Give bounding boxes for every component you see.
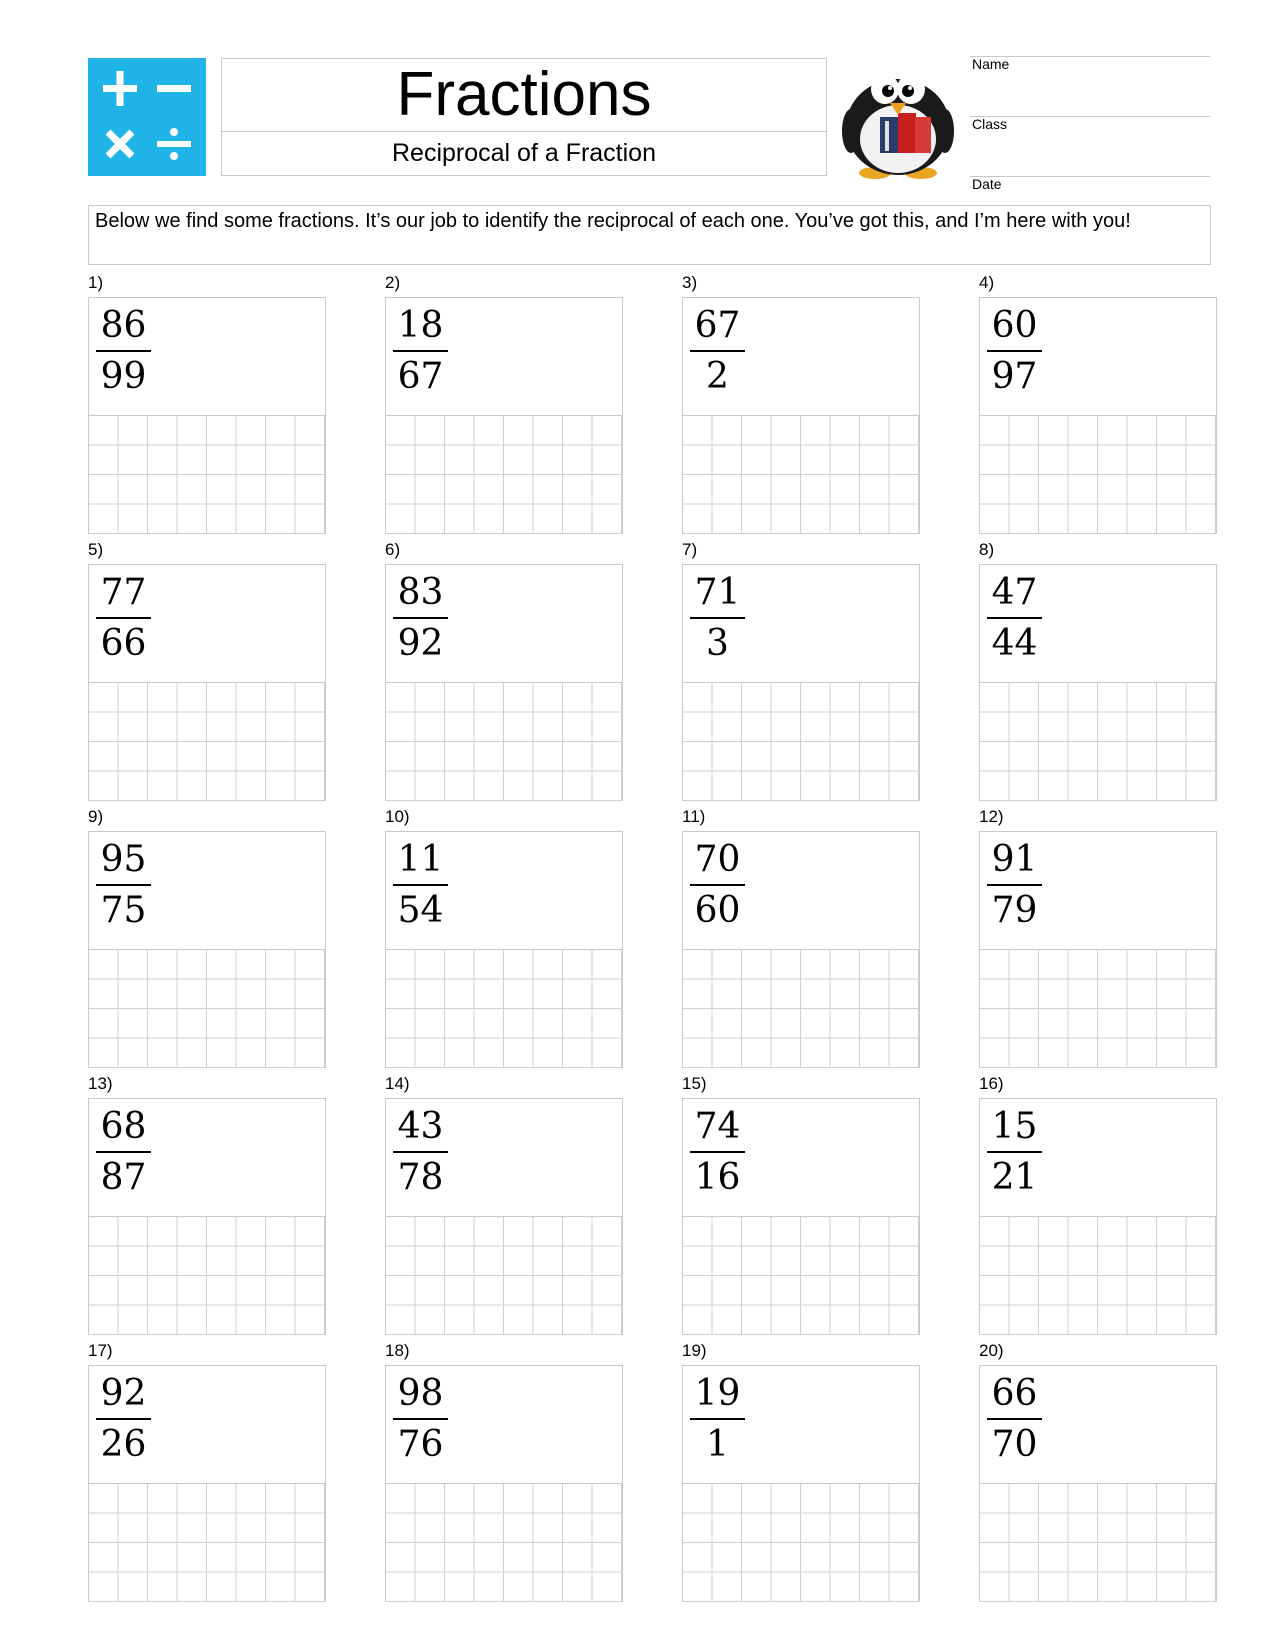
problem-box [385,297,623,534]
problem-number: 10) [385,807,410,826]
fraction-bar [393,1151,448,1153]
denominator: 78 [397,1157,444,1198]
answer-grid[interactable] [386,1216,622,1335]
denominator: 2 [706,356,729,397]
fraction-bar [96,617,151,619]
fraction [987,571,1042,667]
numerator: 66 [991,1373,1038,1414]
penguin-mascot [838,55,960,181]
fraction-bar [690,1418,745,1420]
problem-number: 8) [979,540,995,559]
problem-box [682,831,920,1068]
problem-box [682,564,920,801]
problem-18 [385,1341,623,1602]
fraction [690,304,745,400]
answer-grid[interactable] [683,1483,919,1602]
answer-grid[interactable] [386,682,622,801]
fraction [987,304,1042,400]
denominator: 70 [991,1424,1038,1465]
problem-19 [682,1341,920,1602]
problem-14 [385,1074,623,1335]
instructions-text: Below we find some fractions. It’s our job to identify the reciprocal of each one. You’ve got this, and I’m here with you! [88,205,1211,265]
problem-15 [682,1074,920,1335]
numerator: 18 [397,305,444,346]
fraction-bar [393,617,448,619]
problem-9 [88,807,326,1068]
denominator: 54 [397,890,444,931]
fraction-bar [690,350,745,352]
math-symbols-icon [88,58,206,176]
fraction [96,1372,151,1468]
problem-number: 18) [385,1341,410,1360]
answer-grid[interactable] [980,415,1216,534]
numerator: 83 [397,572,444,613]
numerator: 15 [991,1106,1038,1147]
fraction [96,571,151,667]
numerator: 67 [694,305,741,346]
denominator: 87 [100,1157,147,1198]
problem-box [979,831,1217,1068]
fraction-bar [987,1418,1042,1420]
numerator: 60 [991,305,1038,346]
denominator: 67 [397,356,444,397]
fraction [393,571,448,667]
numerator: 77 [100,572,147,613]
answer-grid[interactable] [89,1216,325,1335]
problem-number: 16) [979,1074,1004,1093]
problem-2 [385,273,623,534]
numerator: 95 [100,839,147,880]
problem-5 [88,540,326,801]
numerator: 91 [991,839,1038,880]
problem-4 [979,273,1217,534]
answer-grid[interactable] [683,682,919,801]
answer-grid[interactable] [89,1483,325,1602]
numerator: 86 [100,305,147,346]
title-box [221,58,827,176]
problem-box [88,1098,326,1335]
fraction-bar [96,884,151,886]
problem-box [385,1365,623,1602]
answer-grid[interactable] [89,949,325,1068]
problem-number: 20) [979,1341,1004,1360]
answer-grid[interactable] [89,415,325,534]
problem-box [88,297,326,534]
problem-number: 5) [88,540,104,559]
problem-number: 2) [385,273,401,292]
answer-grid[interactable] [386,415,622,534]
fraction [96,1105,151,1201]
problem-number: 15) [682,1074,707,1093]
problem-box [88,1365,326,1602]
problem-box [979,297,1217,534]
problem-box [682,297,920,534]
problem-number: 9) [88,807,104,826]
problem-number: 17) [88,1341,113,1360]
fraction-bar [987,617,1042,619]
problem-7 [682,540,920,801]
numerator: 98 [397,1373,444,1414]
fraction-bar [987,1151,1042,1153]
class-label: Class [972,116,1008,132]
fraction-bar [690,1151,745,1153]
denominator: 99 [100,356,147,397]
problem-13 [88,1074,326,1335]
answer-grid[interactable] [980,1483,1216,1602]
numerator: 74 [694,1106,741,1147]
problem-20 [979,1341,1217,1602]
problem-number: 1) [88,273,104,292]
denominator: 1 [706,1424,729,1465]
problem-box [385,564,623,801]
problem-number: 14) [385,1074,410,1093]
fraction [690,838,745,934]
answer-grid[interactable] [980,949,1216,1068]
denominator: 60 [694,890,741,931]
fraction [987,1372,1042,1468]
problem-6 [385,540,623,801]
problem-box [88,564,326,801]
fraction-bar [987,350,1042,352]
problem-box [979,1365,1217,1602]
denominator: 76 [397,1424,444,1465]
penguin-icon [838,55,960,181]
fraction-bar [96,350,151,352]
problem-8 [979,540,1217,801]
problem-box [88,831,326,1068]
problem-number: 11) [682,807,706,826]
answer-grid[interactable] [386,1483,622,1602]
problem-number: 19) [682,1341,707,1360]
problem-box [682,1365,920,1602]
problem-1 [88,273,326,534]
denominator: 75 [100,890,147,931]
problem-number: 12) [979,807,1004,826]
answer-grid[interactable] [683,949,919,1068]
fraction [393,838,448,934]
fraction-bar [393,1418,448,1420]
fraction-bar [690,884,745,886]
numerator: 47 [991,572,1038,613]
problem-box [682,1098,920,1335]
problem-box [979,1098,1217,1335]
fraction-bar [96,1418,151,1420]
denominator: 79 [991,890,1038,931]
fraction [690,571,745,667]
numerator: 71 [694,572,741,613]
fraction [393,1372,448,1468]
answer-grid[interactable] [683,1216,919,1335]
date-label: Date [972,176,1002,192]
numerator: 19 [694,1373,741,1414]
problem-17 [88,1341,326,1602]
answer-grid[interactable] [980,1216,1216,1335]
numerator: 92 [100,1373,147,1414]
fraction [96,304,151,400]
numerator: 11 [397,839,444,880]
fraction [987,838,1042,934]
denominator: 16 [694,1157,741,1198]
fraction-bar [393,350,448,352]
denominator: 26 [100,1424,147,1465]
fraction-bar [987,884,1042,886]
numerator: 70 [694,839,741,880]
problem-11 [682,807,920,1068]
problem-box [385,831,623,1068]
class-field[interactable] [970,116,1210,176]
fraction-bar [393,884,448,886]
fraction [96,838,151,934]
problem-number: 7) [682,540,698,559]
math-operations-logo [88,58,206,176]
answer-grid[interactable] [386,949,622,1068]
denominator: 21 [991,1157,1038,1198]
problem-3 [682,273,920,534]
problem-number: 3) [682,273,698,292]
denominator: 66 [100,623,147,664]
fraction [690,1105,745,1201]
page-title: Fractions [222,59,826,132]
numerator: 68 [100,1106,147,1147]
fraction-bar [96,1151,151,1153]
answer-grid[interactable] [683,415,919,534]
problem-box [385,1098,623,1335]
fraction [393,1105,448,1201]
answer-grid[interactable] [89,682,325,801]
problem-12 [979,807,1217,1068]
problem-number: 13) [88,1074,113,1093]
page-subtitle: Reciprocal of a Fraction [391,139,656,167]
problem-16 [979,1074,1217,1335]
numerator: 43 [397,1106,444,1147]
answer-grid[interactable] [980,682,1216,801]
fraction [393,304,448,400]
problem-box [979,564,1217,801]
fraction-bar [690,617,745,619]
denominator: 3 [706,623,729,664]
name-field[interactable] [970,56,1210,116]
denominator: 44 [991,623,1038,664]
fraction [987,1105,1042,1201]
problem-number: 6) [385,540,401,559]
student-info-fields [970,56,1210,192]
denominator: 97 [991,356,1038,397]
name-label: Name [972,56,1010,72]
problem-number: 4) [979,273,995,292]
fraction [690,1372,745,1468]
denominator: 92 [397,623,444,664]
problem-10 [385,807,623,1068]
